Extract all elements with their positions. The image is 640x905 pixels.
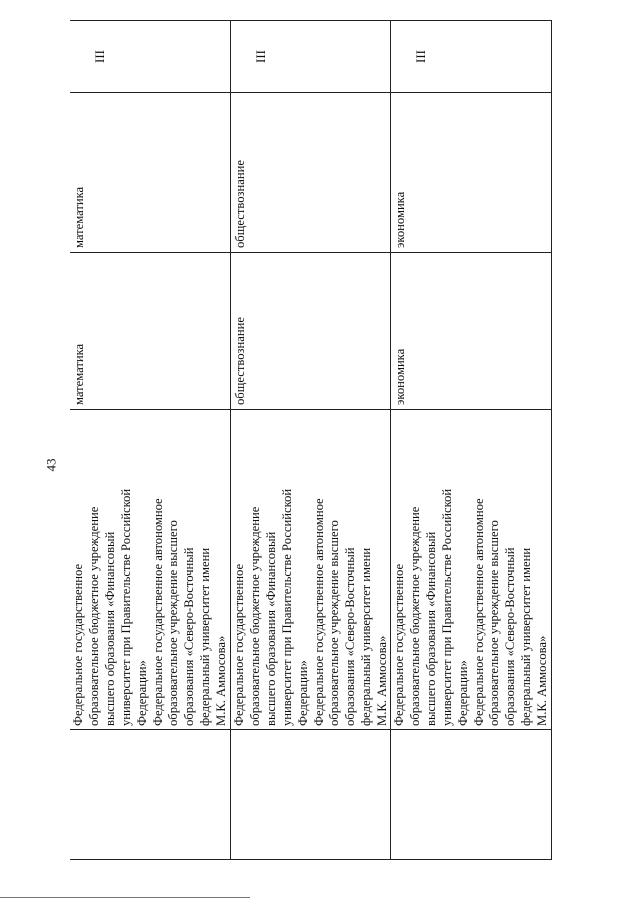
level-text: III [413,50,428,63]
level-text: III [253,50,268,63]
table-cell-profile-subject [391,253,551,410]
organizations-text: Федеральное государственное образовательное бюджетное учреждение высшего образования «Финансовый университет при Правительстве Российской Федерации» Федеральное государственное автономное образовательное учреждение высшего образования «Северо-Восточный федеральный университет имени М.К. Аммосова» [392,488,550,726]
table-cell-empty [391,730,551,860]
table-cell-level [70,20,230,93]
organizations-text: Федеральное государственное образовательное бюджетное учреждение высшего образования «Финансовый университет при Правительстве Российской Федерации» Федеральное государственное автономное образовательное учреждение высшего образования «Северо-Восточный федеральный университет имени М.К. Аммосова» [71,488,229,726]
table-row [391,20,552,860]
table-cell-empty [231,730,390,860]
table-cell-subject [231,93,390,253]
table-cell-empty [70,730,230,860]
table-cell-subject [391,93,551,253]
table-cell-level [231,20,390,93]
page-number [41,445,61,485]
subject-text: математика [72,186,86,248]
table-cell-profile-subject [231,253,390,410]
profile-subject-text: обществознание [233,317,247,405]
olympiad-table [70,20,552,860]
table-cell-organizations [70,410,230,730]
table-cell-organizations [391,410,551,730]
table-row [70,20,231,860]
table-cell-profile-subject [70,253,230,410]
organizations-text: Федеральное государственное образовательное бюджетное учреждение высшего образования «Финансовый университет при Правительстве Российской Федерации» Федеральное государственное автономное образовательное учреждение высшего образования «Северо-Восточный федеральный университет имени М.К. Аммосова» [232,488,390,726]
table-cell-level [391,20,551,93]
subject-text: обществознание [233,160,247,248]
profile-subject-text: экономика [393,348,407,405]
footer-rule [0,897,250,898]
subject-text: экономика [393,191,407,248]
table-row [231,20,391,860]
level-text: III [92,50,107,63]
page-number-text: 43 [43,458,58,472]
table-cell-subject [70,93,230,253]
profile-subject-text: математика [72,343,86,405]
table-cell-organizations [231,410,390,730]
